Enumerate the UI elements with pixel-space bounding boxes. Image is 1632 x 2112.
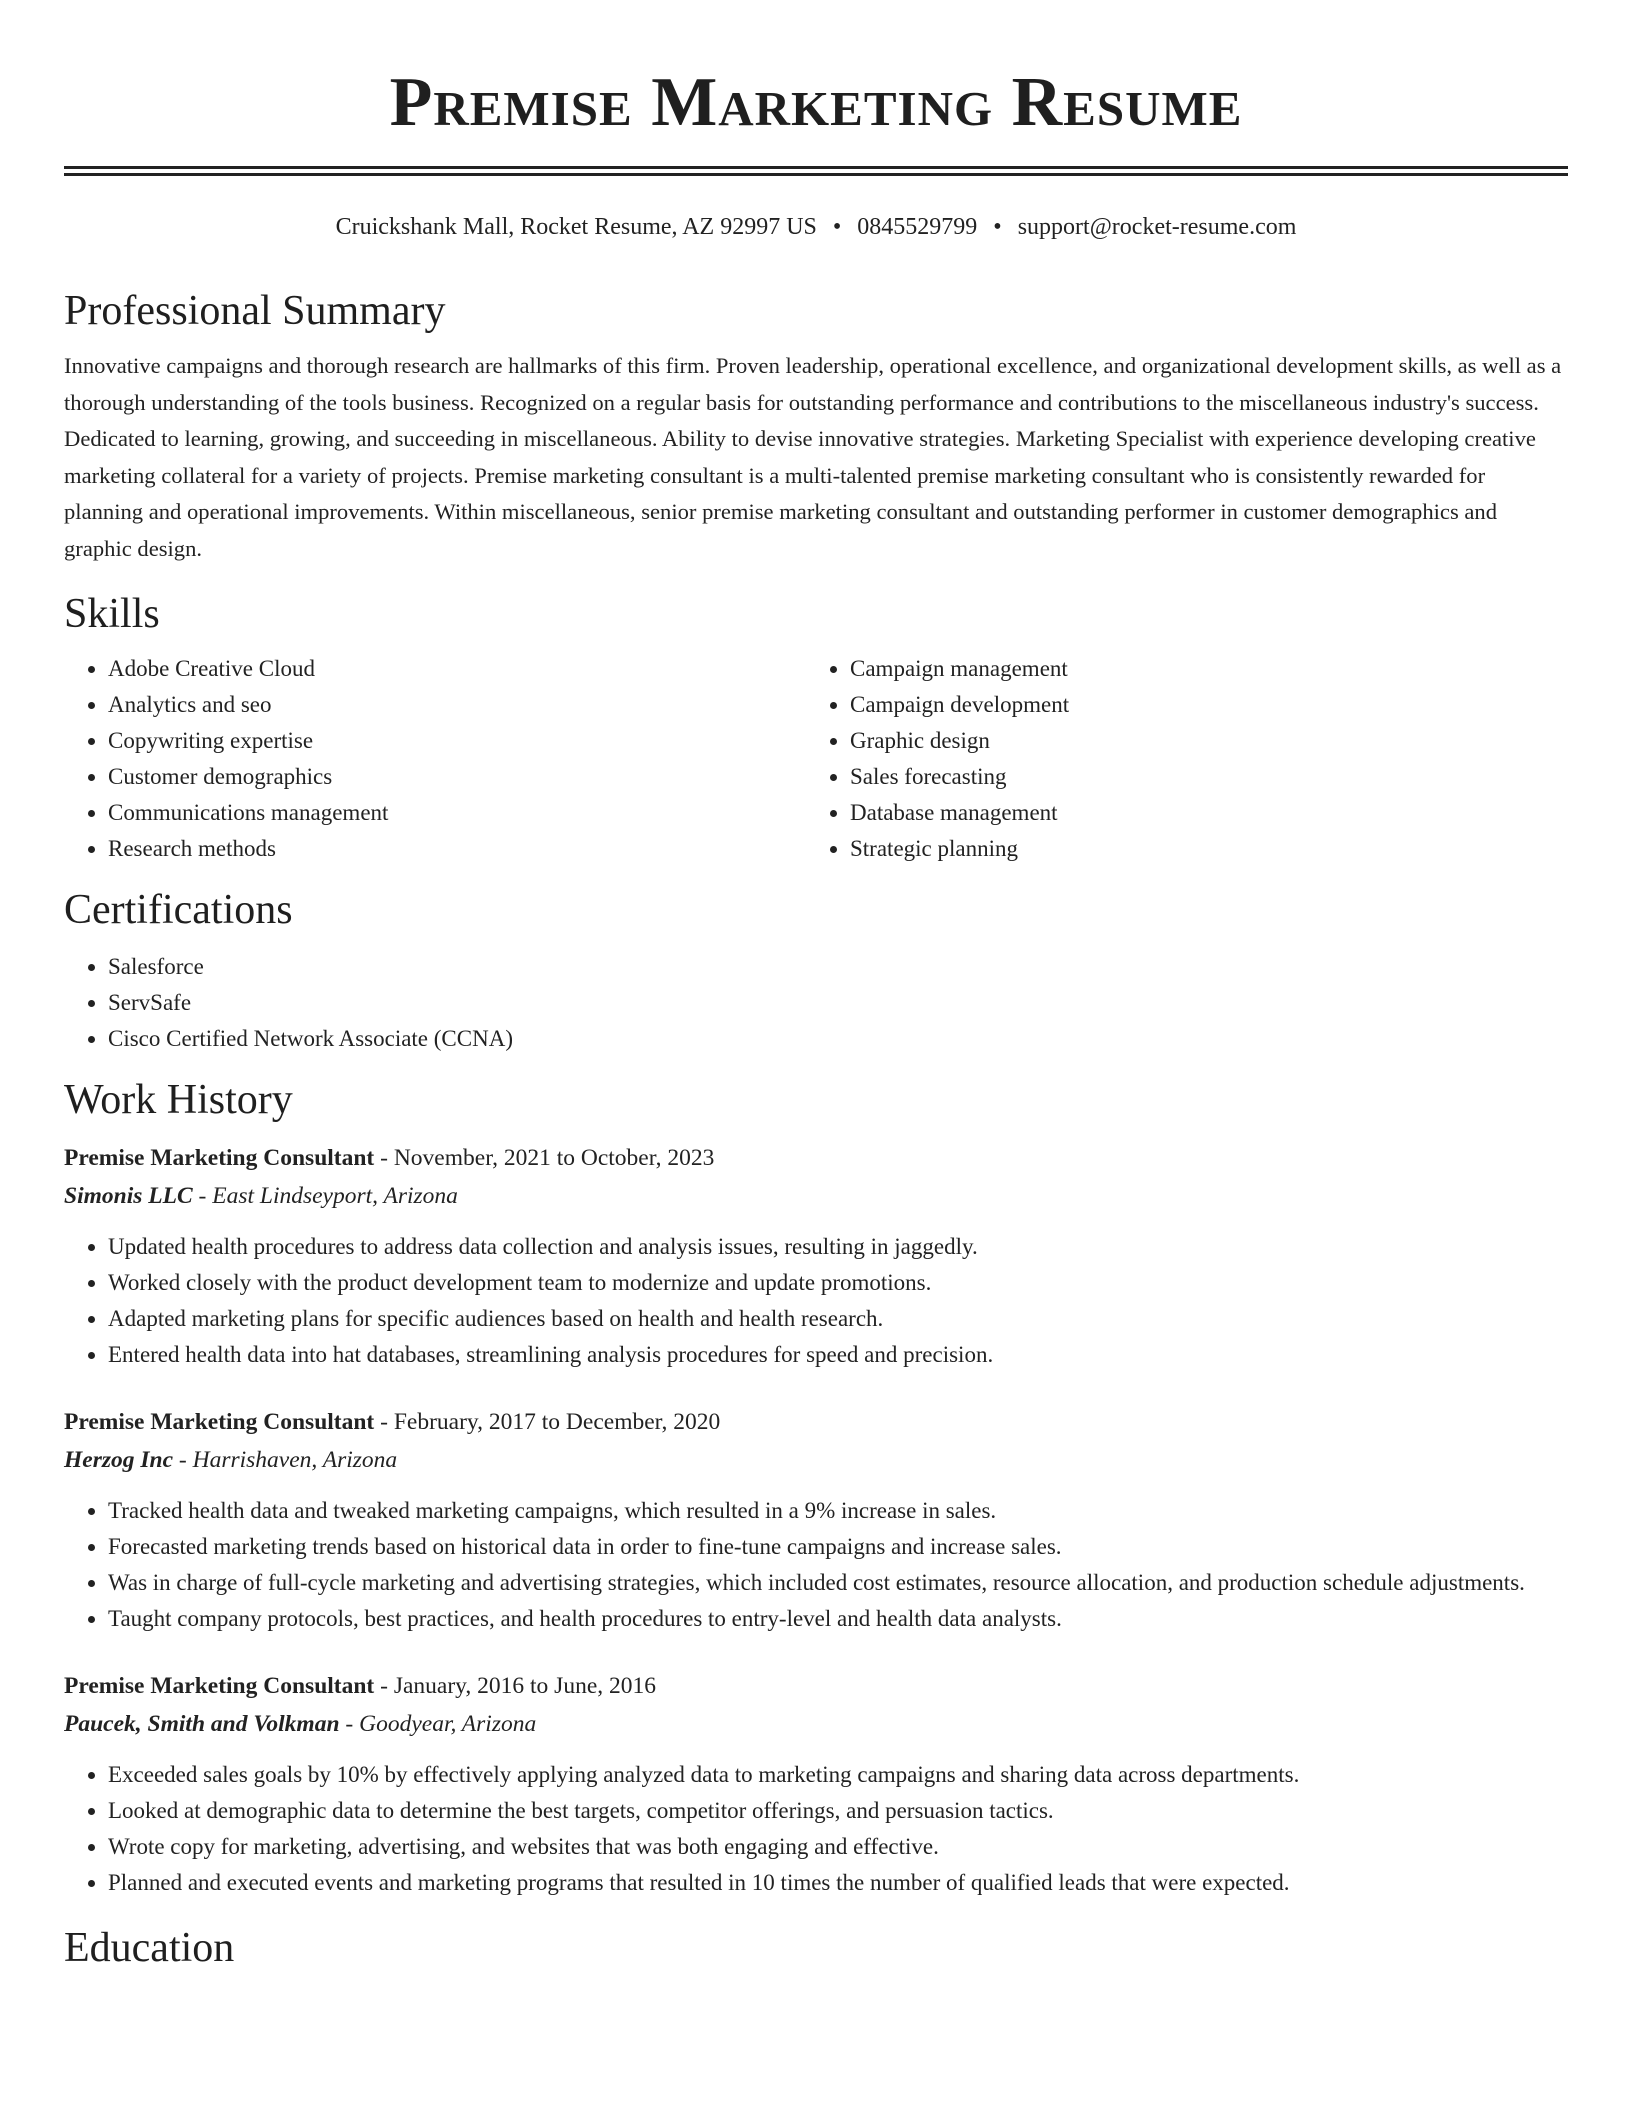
job-duty: • Tracked health data and tweaked marketing campaigns, which resulted in a 9% increase in sales. — [108, 1493, 1568, 1529]
job-dates: - January, 2016 to June, 2016 — [374, 1673, 657, 1699]
skills-list-left — [64, 651, 806, 867]
contact-separator: • — [832, 214, 842, 240]
education-heading: Education — [64, 1925, 235, 1971]
certification-item: • ServSafe — [108, 985, 1568, 1021]
job-location: - Harrishaven, Arizona — [173, 1447, 398, 1473]
contact-separator: • — [993, 214, 1002, 240]
job-company: Herzog Inc — [64, 1447, 174, 1473]
contact-phone: 0845529799 — [857, 214, 978, 240]
summary-text: Innovative campaigns and thorough research are hallmarks of this firm. Proven leadership, operational excellence, and organizational development skills, as well as a thorough understanding of the tools business. Recognized on a regular basis for outstanding performance and contributions to the miscellaneous industry's success. Dedicated to learning, growing, and succeeding in miscellaneous. Ability to devise innovative strategies. Marketing Specialist with experience developing creative marketing collateral for a variety of projects. Premise marketing consultant is a multi-talented premise marketing consultant who is consistently rewarded for planning and operational improvements. Within miscellaneous, senior premise marketing consultant and outstanding performer in customer demographics and graphic design. — [64, 353, 1562, 561]
job-entry — [64, 1403, 1568, 1637]
job-company: Paucek, Smith and Volkman — [64, 1711, 340, 1737]
job-title-line — [64, 1667, 1568, 1705]
job-company: Simonis LLC — [64, 1183, 193, 1209]
skills-grid — [64, 651, 1568, 867]
skill-item: • Campaign development — [850, 687, 1548, 723]
skill-item: • Strategic planning — [850, 831, 1548, 867]
skill-item: • Research methods — [108, 831, 806, 867]
skills-heading: Skills — [64, 591, 160, 637]
resume-title: Premise Marketing Resume — [389, 64, 1243, 141]
skills-list-right — [806, 651, 1548, 867]
skill-item: • Communications management — [108, 795, 806, 831]
job-company-line — [64, 1441, 1568, 1479]
title-divider — [64, 166, 1568, 176]
summary-heading: Professional Summary — [64, 288, 446, 334]
certifications-heading: Certifications — [64, 887, 293, 933]
job-duty: • Worked closely with the product development team to modernize and update promotions. — [108, 1265, 1568, 1301]
skill-item: • Sales forecasting — [850, 759, 1548, 795]
job-title-line — [64, 1139, 1568, 1177]
job-duty: • Forecasted marketing trends based on historical data in order to fine-tune campaigns and increase sales. — [108, 1529, 1568, 1565]
contact-address: Cruickshank Mall, Rocket Resume, AZ 92997 US — [335, 214, 817, 240]
certification-item: • Salesforce — [108, 949, 1568, 985]
skill-item: • Analytics and seo — [108, 687, 806, 723]
job-duties-list — [64, 1229, 1568, 1373]
job-dates: - November, 2021 to October, 2023 — [374, 1145, 715, 1171]
job-duty: • Adapted marketing plans for specific audiences based on health and health research. — [108, 1301, 1568, 1337]
job-duty: • Taught company protocols, best practices, and health procedures to entry-level and health data analysts. — [108, 1601, 1568, 1637]
skills-column-right — [806, 651, 1548, 867]
work-history-heading: Work History — [64, 1077, 293, 1123]
skill-item: • Campaign management — [850, 651, 1548, 687]
job-dates: - February, 2017 to December, 2020 — [374, 1409, 721, 1435]
job-title: Premise Marketing Consultant — [64, 1409, 375, 1435]
resume-page — [64, 0, 1568, 1973]
job-duty: • Updated health procedures to address data collection and analysis issues, resulting in jaggedly. — [108, 1229, 1568, 1265]
skill-item: • Adobe Creative Cloud — [108, 651, 806, 687]
job-location: - Goodyear, Arizona — [339, 1711, 537, 1737]
job-title: Premise Marketing Consultant — [64, 1673, 375, 1699]
job-entry — [64, 1139, 1568, 1373]
job-duty: • Wrote copy for marketing, advertising, and websites that was both engaging and effective. — [108, 1829, 1568, 1865]
job-duty: • Entered health data into hat databases, streamlining analysis procedures for speed and precision. — [108, 1337, 1568, 1373]
job-duty: • Was in charge of full-cycle marketing and advertising strategies, which included cost estimates, resource allocation, and production schedule adjustments. — [108, 1565, 1568, 1601]
job-duty: • Looked at demographic data to determine the best targets, competitor offerings, and persuasion tactics. — [108, 1793, 1568, 1829]
skill-item: • Graphic design — [850, 723, 1548, 759]
job-duty: • Planned and executed events and marketing programs that resulted in 10 times the number of qualified leads that were expected. — [108, 1865, 1568, 1901]
job-duties-list — [64, 1757, 1568, 1901]
job-location: - East Lindseyport, Arizona — [192, 1183, 458, 1209]
skill-item: • Copywriting expertise — [108, 723, 806, 759]
certifications-list — [64, 949, 1568, 1057]
job-duties-list — [64, 1493, 1568, 1637]
contact-email: support@rocket-resume.com — [1017, 214, 1297, 240]
skills-column-left — [64, 651, 806, 867]
job-title-line — [64, 1403, 1568, 1441]
skill-item: • Customer demographics — [108, 759, 806, 795]
contact-line — [64, 212, 1568, 242]
job-company-line — [64, 1177, 1568, 1215]
certification-item: • Cisco Certified Network Associate (CCNA) — [108, 1021, 1568, 1057]
job-duty: • Exceeded sales goals by 10% by effectively applying analyzed data to marketing campaigns and sharing data across departments. — [108, 1757, 1568, 1793]
job-company-line — [64, 1705, 1568, 1743]
job-entry — [64, 1667, 1568, 1901]
job-title: Premise Marketing Consultant — [64, 1145, 375, 1171]
skill-item: • Database management — [850, 795, 1548, 831]
